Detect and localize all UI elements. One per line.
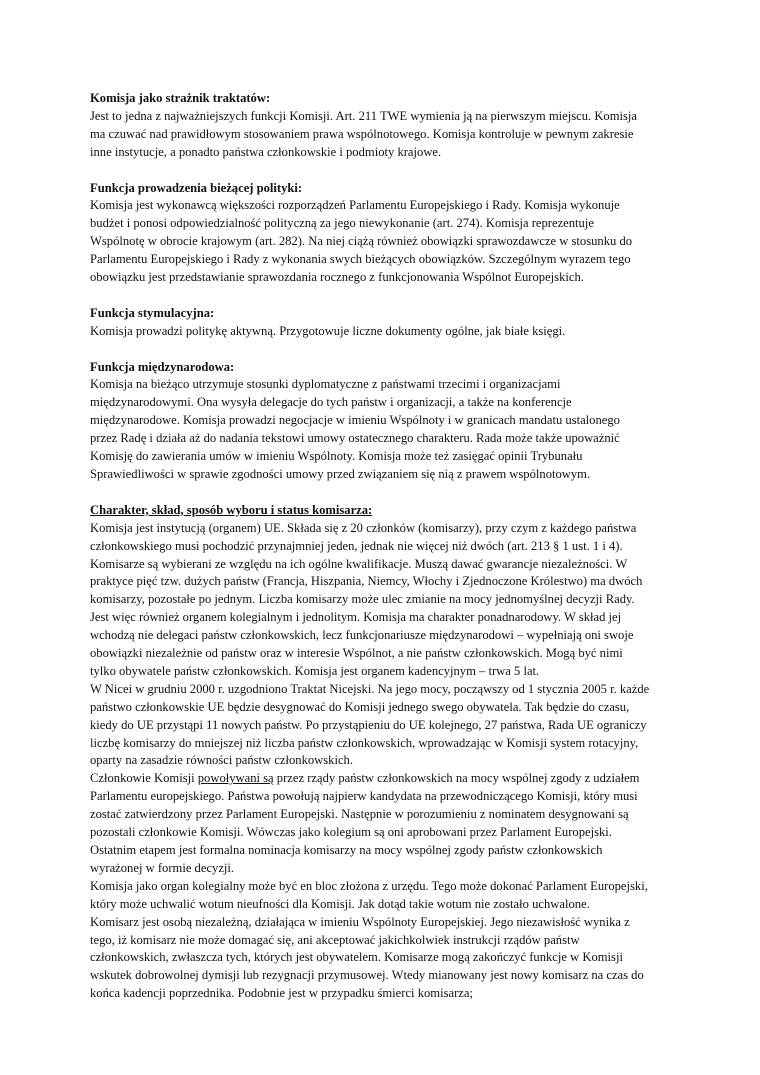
section-paragraph: Komisarz jest osobą niezależną, działająca w imieniu Wspólnoty Europejskiej. Jego niezawisłość wynika z tego, iż komisarz nie może domagać się, ani akceptować jakichkolwiek instrukcji rządów państw członkowskich, zwłaszcza tych, których jest obywatelem. Komisarze mogą zakończyć funkcje w Komisji wskutek dobrowolnej dymisji lub rezygnacji przymusowej. Wtedy mianowany jest nowy komisarz na czas do końca kadencji poprzednika. Podobnie jest w przypadku śmierci komisarza;: [90, 914, 644, 1001]
section-paragraph: Jest to jedna z najważniejszych funkcji Komisji. Art. 211 TWE wymienia ją na pierwszym miejscu. Komisja ma czuwać nad prawidłowym stosowaniem prawa wspólnotowego. Komisja kontroluje w pewnym zakresie inne instytucje, a ponadto państwa członkowskie i podmioty krajowe.: [90, 108, 637, 159]
section-paragraph: W Nicei w grudniu 2000 r. uzgodniono Traktat Nicejski. Na jego mocy, począwszy od 1 stycznia 2005 r. każde państwo członkowskie UE będzie desygnować do Komisji jednego swego obywatela. Tak będzie do czasu, kiedy do UE przystąpi 11 nowych państw. Po przystąpieniu do UE kolejnego, 27 państwa, Rada UE ograniczy liczbę komisarzy do mniejszej niż liczba państw członkowskich, wprowadzając w Komisji system rotacyjny, oparty na zasadzie równości państw członkowskich.: [90, 681, 650, 768]
section-commissioner-status: [90, 502, 650, 1003]
document-page: [90, 90, 650, 1021]
section-paragraph: Komisja jako organ kolegialny może być en bloc złożona z urzędu. Tego może dokonać Parlament Europejski, który może uchwalić wotum nieufności dla Komisji. Jak dotąd takie wotum nie zostało uchwalone.: [90, 878, 648, 911]
section-heading: Komisja jako strażnik traktatów:: [90, 91, 271, 105]
section-current-policy: [90, 180, 650, 287]
section-international: [90, 359, 650, 484]
section-paragraph: Komisja na bieżąco utrzymuje stosunki dyplomatyczne z państwami trzecimi i organizacjami międzynarodowymi. Ona wysyła delegacje do tych państw i organizacji, a także na konferencje międzynarodowe. Komisja prowadzi negocjacje w imieniu Wspólnoty i w granicach mandatu ustalonego przez Radę i działa aż do nadania tekstowi umowy ostatecznego charakteru. Rada może także upoważnić Komisję do zawierania umów w imieniu Wspólnoty. Komisja może też zasięgać opinii Trybunału Sprawiedliwości w sprawie zgodności umowy przed związaniem się nią z prawem wspólnotowym.: [90, 377, 620, 481]
section-paragraph: [90, 770, 650, 877]
section-guardian: [90, 90, 650, 162]
section-stimulating: [90, 305, 650, 341]
underlined-text: powoływani są: [197, 771, 274, 786]
text-run: przez rządy państw członkowskich na mocy wspólnej zgody z udziałem Parlamentu europejskiego. Państwa powołują najpierw kandydata na przewodniczącego Komisji, który musi zostać zatwierdzony przez Parlament Europejski. Następnie w porozumieniu z nominatem desygnowani są pozostali członkowie Komisji. Wówczas jako kolegium są oni aprobowani przez Parlament Europejski. Ostatnim etapem jest formalna nominacja komisarzy na mocy wspólnej zgody państw członkowskich wyrażonej w formie decyzji.: [90, 771, 640, 875]
section-heading: Funkcja międzynarodowa:: [90, 359, 235, 374]
section-paragraph: Komisja prowadzi politykę aktywną. Przygotowuje liczne dokumenty ogólne, jak białe księgi.: [90, 323, 566, 338]
section-paragraph: Komisja jest wykonawcą większości rozporządzeń Parlamentu Europejskiego i Rady. Komisja wykonuje budżet i ponosi odpowiedzialność polityczną za jego niewykonanie (art. 274). Komisja reprezentuje Wspólnotę w obrocie krajowym (art. 282). Na niej ciążą również obowiązki sprawozdawcze w stosunku do Parlamentu Europejskiego i Rady z wykonania swych bieżących obowiązków. Szczególnym wyrazem tego obowiązku jest przedstawianie sprawozdania rocznego z funkcjonowania Wspólnot Europejskich.: [90, 198, 633, 285]
text-run: Członkowie Komisji: [90, 771, 198, 786]
section-paragraph: Komisja jest instytucją (organem) UE. Składa się z 20 członków (komisarzy), przy czym z każdego państwa członkowskiego musi pochodzić przynajmniej jeden, jednak nie więcej niż dwóch (art. 213 § 1 ust. 1 i 4). Komisarze są wybierani ze względu na ich ogólne kwalifikacje. Muszą dawać gwarancje niezależności. W praktyce pięć tzw. dużych państw (Francja, Hiszpania, Niemcy, Włochy i Zjednoczone Królestwo) ma dwóch komisarzy, pozostałe po jednym. Liczba komisarzy może ulec zmianie na mocy jednomyślnej decyzji Rady. Jest więc również organem kolegialnym i jednolitym. Komisja ma charakter ponadnarodowy. W skład jej wchodzą nie delegaci państw członkowskich, lecz funkcjonariusze międzynarodowi – wypełniają oni swoje obowiązki niezależnie od państw oraz w interesie Wspólnot, a nie państw członkowskich. Mogą być nimi tylko obywatele państw członkowskich. Komisja jest organem kadencyjnym – trwa 5 lat.: [90, 520, 643, 678]
section-heading: Charakter, skład, sposób wyboru i status komisarza:: [90, 502, 373, 517]
section-heading: Funkcja stymulacyjna:: [90, 305, 215, 320]
section-heading: Funkcja prowadzenia bieżącej polityki:: [90, 180, 303, 195]
